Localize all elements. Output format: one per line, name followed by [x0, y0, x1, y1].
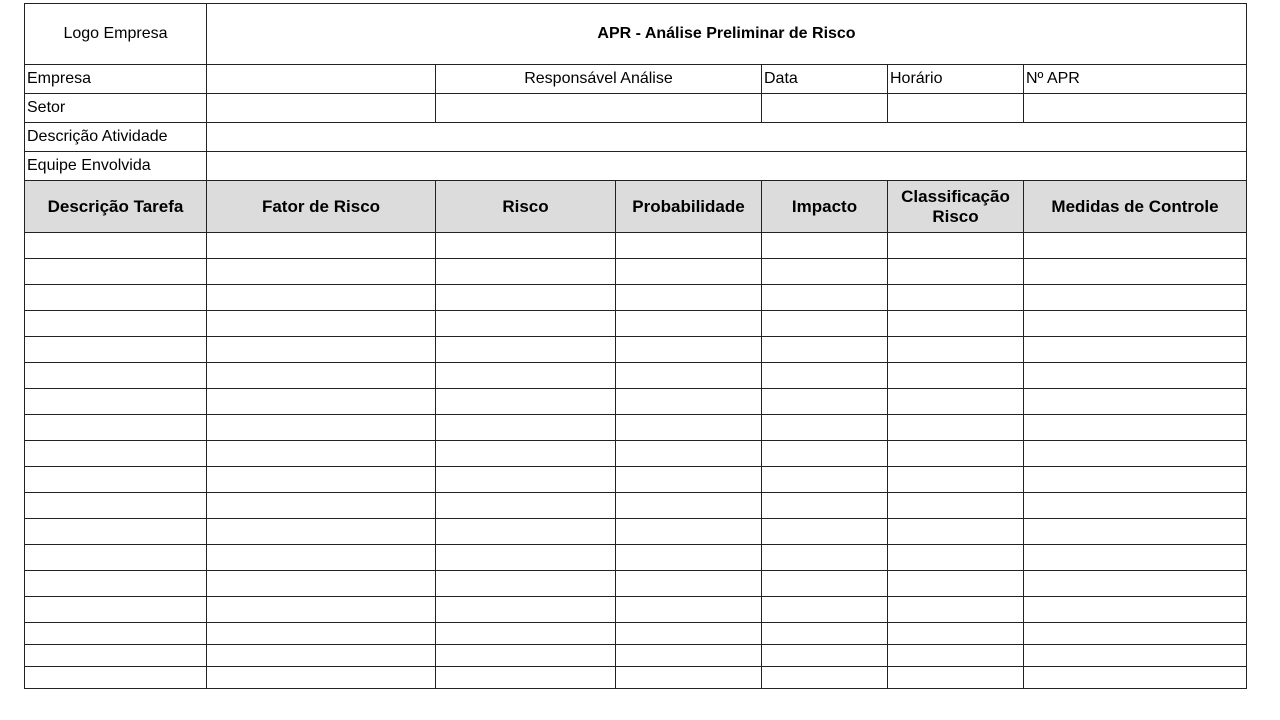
col-medidas-de-controle: Medidas de Controle	[1024, 181, 1247, 233]
cell-classificacao-risco[interactable]	[888, 311, 1024, 337]
cell-fator-de-risco[interactable]	[207, 493, 436, 519]
cell-risco[interactable]	[436, 519, 616, 545]
cell-fator-de-risco[interactable]	[207, 467, 436, 493]
cell-impacto[interactable]	[762, 441, 888, 467]
table-row	[25, 645, 1247, 667]
column-header-row	[25, 181, 1247, 233]
cell-medidas-de-controle[interactable]	[1024, 363, 1247, 389]
cell-fator-de-risco[interactable]	[207, 259, 436, 285]
cell-probabilidade[interactable]	[616, 645, 762, 667]
cell-classificacao-risco[interactable]	[888, 337, 1024, 363]
cell-descricao-tarefa[interactable]	[25, 645, 207, 667]
cell-fator-de-risco[interactable]	[207, 571, 436, 597]
responsavel-field[interactable]	[436, 94, 762, 123]
cell-descricao-tarefa[interactable]	[25, 259, 207, 285]
cell-impacto[interactable]	[762, 337, 888, 363]
cell-medidas-de-controle[interactable]	[1024, 519, 1247, 545]
cell-fator-de-risco[interactable]	[207, 285, 436, 311]
cell-descricao-tarefa[interactable]	[25, 467, 207, 493]
cell-impacto[interactable]	[762, 415, 888, 441]
data-field[interactable]	[762, 94, 888, 123]
cell-risco[interactable]	[436, 363, 616, 389]
cell-impacto[interactable]	[762, 233, 888, 259]
cell-fator-de-risco[interactable]	[207, 363, 436, 389]
table-row	[25, 233, 1247, 259]
cell-classificacao-risco[interactable]	[888, 285, 1024, 311]
cell-impacto[interactable]	[762, 311, 888, 337]
cell-fator-de-risco[interactable]	[207, 441, 436, 467]
cell-classificacao-risco[interactable]	[888, 467, 1024, 493]
table-row	[25, 415, 1247, 441]
empresa-label: Empresa	[25, 65, 207, 94]
cell-risco[interactable]	[436, 233, 616, 259]
col-probabilidade: Probabilidade	[616, 181, 762, 233]
cell-classificacao-risco[interactable]	[888, 493, 1024, 519]
cell-impacto[interactable]	[762, 363, 888, 389]
cell-fator-de-risco[interactable]	[207, 645, 436, 667]
cell-medidas-de-controle[interactable]	[1024, 233, 1247, 259]
cell-classificacao-risco[interactable]	[888, 571, 1024, 597]
table-row	[25, 493, 1247, 519]
cell-probabilidade[interactable]	[616, 571, 762, 597]
cell-fator-de-risco[interactable]	[207, 415, 436, 441]
cell-fator-de-risco[interactable]	[207, 545, 436, 571]
cell-risco[interactable]	[436, 545, 616, 571]
table-row	[25, 597, 1247, 623]
empresa-field[interactable]	[207, 65, 436, 94]
table-row	[25, 311, 1247, 337]
cell-risco[interactable]	[436, 311, 616, 337]
form-title: APR - Análise Preliminar de Risco	[207, 4, 1247, 65]
col-impacto: Impacto	[762, 181, 888, 233]
cell-descricao-tarefa[interactable]	[25, 415, 207, 441]
cell-impacto[interactable]	[762, 645, 888, 667]
cell-probabilidade[interactable]	[616, 259, 762, 285]
cell-descricao-tarefa[interactable]	[25, 441, 207, 467]
apr-form-table	[24, 3, 1247, 689]
table-row	[25, 519, 1247, 545]
cell-probabilidade[interactable]	[616, 667, 762, 689]
responsavel-label: Responsável Análise	[436, 65, 762, 94]
cell-descricao-tarefa[interactable]	[25, 233, 207, 259]
cell-impacto[interactable]	[762, 519, 888, 545]
cell-classificacao-risco[interactable]	[888, 233, 1024, 259]
cell-impacto[interactable]	[762, 667, 888, 689]
cell-descricao-tarefa[interactable]	[25, 667, 207, 689]
cell-classificacao-risco[interactable]	[888, 415, 1024, 441]
equipe-envolvida-field[interactable]	[207, 152, 1247, 181]
cell-probabilidade[interactable]	[616, 467, 762, 493]
cell-risco[interactable]	[436, 441, 616, 467]
cell-impacto[interactable]	[762, 597, 888, 623]
col-risco: Risco	[436, 181, 616, 233]
cell-medidas-de-controle[interactable]	[1024, 623, 1247, 645]
header-row	[25, 4, 1247, 65]
cell-medidas-de-controle[interactable]	[1024, 311, 1247, 337]
info-row-descricao-atividade	[25, 123, 1247, 152]
cell-descricao-tarefa[interactable]	[25, 493, 207, 519]
cell-risco[interactable]	[436, 571, 616, 597]
cell-classificacao-risco[interactable]	[888, 389, 1024, 415]
table-row	[25, 623, 1247, 645]
cell-probabilidade[interactable]	[616, 363, 762, 389]
cell-probabilidade[interactable]	[616, 519, 762, 545]
cell-impacto[interactable]	[762, 493, 888, 519]
table-row	[25, 667, 1247, 689]
cell-risco[interactable]	[436, 337, 616, 363]
cell-risco[interactable]	[436, 467, 616, 493]
setor-label: Setor	[25, 94, 207, 123]
cell-fator-de-risco[interactable]	[207, 667, 436, 689]
cell-impacto[interactable]	[762, 545, 888, 571]
cell-classificacao-risco[interactable]	[888, 363, 1024, 389]
cell-medidas-de-controle[interactable]	[1024, 389, 1247, 415]
cell-probabilidade[interactable]	[616, 233, 762, 259]
horario-field[interactable]	[888, 94, 1024, 123]
cell-descricao-tarefa[interactable]	[25, 311, 207, 337]
col-fator-de-risco: Fator de Risco	[207, 181, 436, 233]
cell-descricao-tarefa[interactable]	[25, 389, 207, 415]
numero-apr-label: Nº APR	[1024, 65, 1247, 94]
cell-medidas-de-controle[interactable]	[1024, 285, 1247, 311]
cell-medidas-de-controle[interactable]	[1024, 467, 1247, 493]
cell-probabilidade[interactable]	[616, 311, 762, 337]
cell-impacto[interactable]	[762, 259, 888, 285]
cell-medidas-de-controle[interactable]	[1024, 441, 1247, 467]
cell-probabilidade[interactable]	[616, 441, 762, 467]
cell-risco[interactable]	[436, 285, 616, 311]
cell-descricao-tarefa[interactable]	[25, 597, 207, 623]
cell-medidas-de-controle[interactable]	[1024, 667, 1247, 689]
table-row	[25, 571, 1247, 597]
info-row-setor	[25, 94, 1247, 123]
cell-descricao-tarefa[interactable]	[25, 623, 207, 645]
cell-medidas-de-controle[interactable]	[1024, 337, 1247, 363]
cell-fator-de-risco[interactable]	[207, 623, 436, 645]
cell-medidas-de-controle[interactable]	[1024, 597, 1247, 623]
cell-probabilidade[interactable]	[616, 623, 762, 645]
cell-probabilidade[interactable]	[616, 545, 762, 571]
cell-classificacao-risco[interactable]	[888, 519, 1024, 545]
table-row	[25, 467, 1247, 493]
cell-fator-de-risco[interactable]	[207, 311, 436, 337]
cell-impacto[interactable]	[762, 389, 888, 415]
cell-fator-de-risco[interactable]	[207, 389, 436, 415]
cell-probabilidade[interactable]	[616, 415, 762, 441]
cell-impacto[interactable]	[762, 467, 888, 493]
cell-probabilidade[interactable]	[616, 389, 762, 415]
table-row	[25, 259, 1247, 285]
cell-classificacao-risco[interactable]	[888, 623, 1024, 645]
cell-risco[interactable]	[436, 597, 616, 623]
descricao-atividade-field[interactable]	[207, 123, 1247, 152]
cell-fator-de-risco[interactable]	[207, 233, 436, 259]
cell-risco[interactable]	[436, 623, 616, 645]
cell-risco[interactable]	[436, 415, 616, 441]
cell-fator-de-risco[interactable]	[207, 519, 436, 545]
cell-medidas-de-controle[interactable]	[1024, 493, 1247, 519]
descricao-atividade-label: Descrição Atividade	[25, 123, 207, 152]
cell-risco[interactable]	[436, 389, 616, 415]
cell-fator-de-risco[interactable]	[207, 337, 436, 363]
table-row	[25, 285, 1247, 311]
cell-risco[interactable]	[436, 667, 616, 689]
cell-descricao-tarefa[interactable]	[25, 363, 207, 389]
cell-medidas-de-controle[interactable]	[1024, 645, 1247, 667]
cell-classificacao-risco[interactable]	[888, 441, 1024, 467]
info-row-empresa	[25, 65, 1247, 94]
cell-risco[interactable]	[436, 493, 616, 519]
cell-classificacao-risco[interactable]	[888, 667, 1024, 689]
cell-classificacao-risco[interactable]	[888, 645, 1024, 667]
cell-classificacao-risco[interactable]	[888, 597, 1024, 623]
cell-probabilidade[interactable]	[616, 493, 762, 519]
cell-probabilidade[interactable]	[616, 337, 762, 363]
cell-risco[interactable]	[436, 259, 616, 285]
cell-descricao-tarefa[interactable]	[25, 519, 207, 545]
cell-descricao-tarefa[interactable]	[25, 571, 207, 597]
table-row	[25, 337, 1247, 363]
cell-descricao-tarefa[interactable]	[25, 285, 207, 311]
numero-apr-field[interactable]	[1024, 94, 1247, 123]
cell-medidas-de-controle[interactable]	[1024, 259, 1247, 285]
table-row	[25, 389, 1247, 415]
cell-classificacao-risco[interactable]	[888, 259, 1024, 285]
horario-label: Horário	[888, 65, 1024, 94]
table-row	[25, 363, 1247, 389]
cell-medidas-de-controle[interactable]	[1024, 415, 1247, 441]
cell-classificacao-risco[interactable]	[888, 545, 1024, 571]
cell-medidas-de-controle[interactable]	[1024, 571, 1247, 597]
cell-descricao-tarefa[interactable]	[25, 337, 207, 363]
equipe-envolvida-label: Equipe Envolvida	[25, 152, 207, 181]
col-descricao-tarefa: Descrição Tarefa	[25, 181, 207, 233]
cell-probabilidade[interactable]	[616, 285, 762, 311]
table-row	[25, 545, 1247, 571]
cell-impacto[interactable]	[762, 285, 888, 311]
cell-probabilidade[interactable]	[616, 597, 762, 623]
setor-field[interactable]	[207, 94, 436, 123]
cell-fator-de-risco[interactable]	[207, 597, 436, 623]
cell-descricao-tarefa[interactable]	[25, 545, 207, 571]
table-row	[25, 441, 1247, 467]
info-row-equipe-envolvida	[25, 152, 1247, 181]
cell-impacto[interactable]	[762, 571, 888, 597]
company-logo-placeholder: Logo Empresa	[25, 4, 207, 65]
cell-impacto[interactable]	[762, 623, 888, 645]
data-label: Data	[762, 65, 888, 94]
cell-risco[interactable]	[436, 645, 616, 667]
col-classificacao-risco: Classificação Risco	[888, 181, 1024, 233]
cell-medidas-de-controle[interactable]	[1024, 545, 1247, 571]
